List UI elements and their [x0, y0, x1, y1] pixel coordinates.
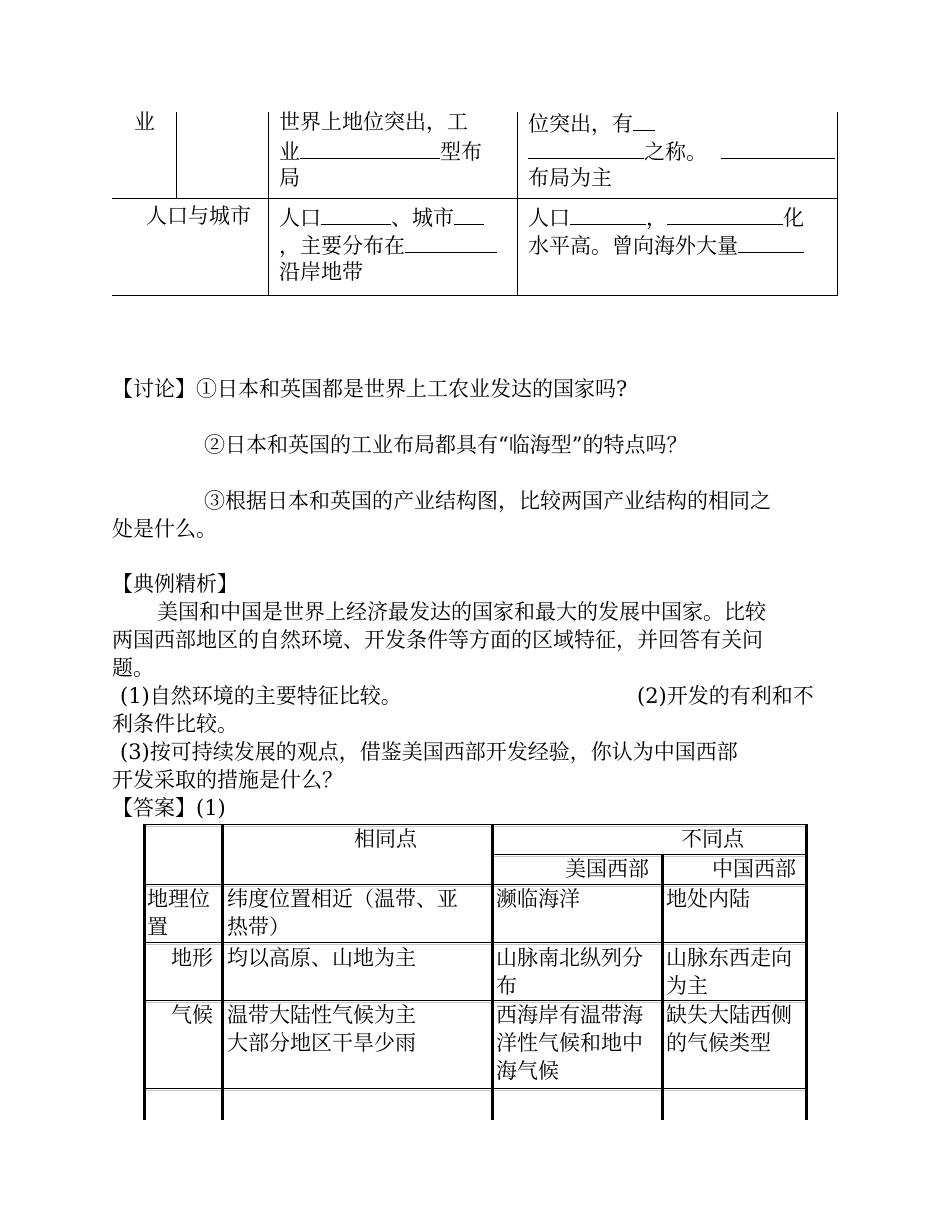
table-cell — [279, 230, 497, 260]
example-question-3: (3)按可持续发展的观点，借鉴美国西部开发经验，你认为中国西部 — [120, 740, 738, 764]
fill-blank — [570, 202, 646, 225]
table-cell: 局 — [279, 166, 300, 190]
table-cell: 均以高原、山地为主 — [227, 946, 416, 970]
table-cell — [528, 136, 835, 166]
table-cell: 海气候 — [496, 1059, 559, 1083]
fill-blank — [721, 136, 835, 159]
cell-text: 人口 — [528, 206, 570, 230]
answer-label: 【答案】(1) — [112, 796, 226, 820]
table-cell: 的气候类型 — [666, 1031, 771, 1055]
row-label: 人口与城市 — [146, 204, 251, 228]
cell-text: 型布 — [440, 140, 482, 164]
table-divider — [661, 854, 664, 1120]
cell-text: 水平高。曾向海外大量 — [528, 234, 738, 258]
table-divider — [837, 112, 838, 296]
fill-blank — [633, 108, 655, 131]
table-cell: 地处内陆 — [666, 887, 750, 911]
example-intro: 美国和中国是世界上经济最发达的国家和最大的发展中国家。比较 — [157, 600, 766, 624]
table-divider — [268, 112, 269, 296]
table-divider — [112, 198, 838, 199]
table-cell: 沿岸地带 — [279, 260, 363, 284]
discussion-question-1: 【讨论】①日本和英国都是世界上工农业发达的国家吗? — [112, 377, 628, 401]
table-divider — [144, 942, 808, 943]
table-cell — [528, 230, 804, 260]
section-heading: 【典例精析】 — [112, 572, 238, 596]
table-divider — [221, 824, 224, 1120]
discussion-question-2: ②日本和英国的工业布局都具有“临海型”的特点吗？ — [204, 433, 688, 457]
cell-text: 、城市 — [391, 206, 454, 230]
table-divider — [176, 112, 177, 198]
table-cell: 山脉东西走向 — [666, 946, 792, 970]
table-cell: 热带） — [227, 915, 290, 939]
cell-text: 业 — [279, 140, 300, 164]
row-label: 地理位 — [147, 887, 210, 911]
column-subheader: 中国西部 — [712, 857, 796, 881]
column-subheader: 美国西部 — [565, 857, 649, 881]
example-intro: 题。 — [112, 656, 154, 680]
table-divider — [144, 1088, 808, 1089]
fill-blank — [528, 136, 644, 159]
example-intro: 两国西部地区的自然环境、开发条件等方面的区域特征，并回答有关问 — [112, 628, 763, 652]
table-divider — [112, 295, 838, 296]
table-cell: 纬度位置相近（温带、亚 — [227, 887, 458, 911]
table-divider — [517, 112, 518, 296]
table-cell — [528, 202, 804, 232]
example-question-2: (2)开发的有利和不 — [637, 684, 814, 708]
example-question-3-cont: 开发采取的措施是什么？ — [112, 768, 343, 792]
table-cell — [279, 202, 484, 232]
cell-text: ， — [646, 206, 667, 230]
table-cell: 缺失大陆西侧 — [666, 1003, 792, 1027]
table-cell: 西海岸有温带海 — [496, 1003, 643, 1027]
cell-text: ，主要分布在 — [279, 234, 405, 258]
table-divider — [143, 824, 146, 1120]
fill-blank — [454, 202, 484, 225]
row-label: 气候 — [171, 1003, 213, 1027]
table-cell: 布 — [496, 974, 517, 998]
table-cell: 世界上地位突出，工 — [279, 110, 468, 134]
row-label: 置 — [147, 915, 168, 939]
cell-text: 位突出，有 — [528, 112, 633, 136]
fill-blank — [405, 230, 497, 253]
table-cell: 业 — [134, 110, 155, 134]
table-cell: 山脉南北纵列分 — [496, 946, 643, 970]
table-cell: 洋性气候和地中 — [496, 1031, 643, 1055]
table-cell: 温带大陆性气候为主 — [227, 1003, 416, 1027]
cell-text: 化 — [783, 206, 804, 230]
row-label: 地形 — [171, 946, 213, 970]
column-header: 相同点 — [354, 827, 417, 851]
table-cell: 布局为主 — [528, 166, 612, 190]
table-divider — [805, 824, 808, 1120]
table-cell: 为主 — [666, 974, 708, 998]
example-question-1: (1)自然环境的主要特征比较。 — [120, 684, 402, 708]
fill-blank — [738, 230, 804, 253]
fill-blank — [667, 202, 783, 225]
table-cell — [528, 108, 655, 138]
table-cell: 大部分地区干旱少雨 — [227, 1031, 416, 1055]
table-divider — [491, 824, 494, 1120]
discussion-question-3: ③根据日本和英国的产业结构图，比较两国产业结构的相同之 — [204, 489, 771, 513]
fill-blank — [300, 136, 440, 159]
cell-text: 人口 — [279, 206, 321, 230]
table-cell: 濒临海洋 — [496, 887, 580, 911]
column-header: 不同点 — [681, 827, 744, 851]
table-cell — [279, 136, 482, 166]
discussion-question-3-cont: 处是什么。 — [112, 517, 217, 541]
fill-blank — [321, 202, 391, 225]
cell-text: 之称。 — [644, 140, 707, 164]
example-question-2-cont: 利条件比较。 — [112, 712, 238, 736]
